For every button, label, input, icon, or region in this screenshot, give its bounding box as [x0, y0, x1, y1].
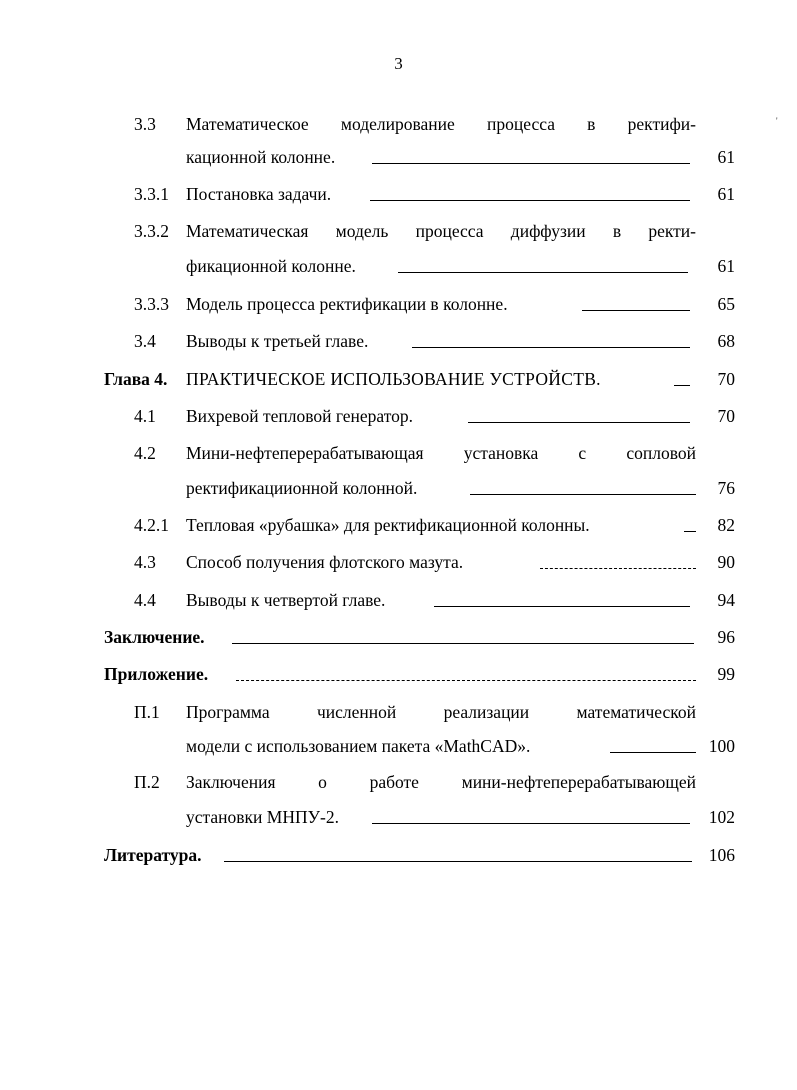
- toc-references: [0, 840, 797, 870]
- toc-title: Литература.: [104, 845, 202, 865]
- toc-entry-4-3: [0, 547, 797, 577]
- toc-page: 94: [717, 590, 735, 610]
- toc-number: 3.3.2: [134, 221, 169, 241]
- dot-leader: [582, 310, 690, 311]
- toc-appendix: [0, 659, 797, 689]
- toc-number: 4.1: [134, 406, 156, 426]
- toc-entry-3-4: [0, 326, 797, 356]
- toc-title-line: Заключения о работе мини-нефтеперерабатывающей: [186, 772, 696, 792]
- dot-leader: [398, 272, 688, 273]
- dot-leader: [470, 494, 696, 495]
- toc-entry-p2-cont: [0, 802, 797, 832]
- toc-number: 3.3: [134, 114, 156, 134]
- toc-title: Тепловая «рубашка» для ректификационной колонны.: [186, 515, 590, 535]
- toc-entry-3-3-2: [0, 216, 797, 246]
- dot-leader: [468, 422, 690, 423]
- toc-number: 4.4: [134, 590, 156, 610]
- dot-leader: [224, 861, 692, 862]
- toc-entry-3-3-cont: [0, 142, 797, 172]
- toc-conclusion: [0, 622, 797, 652]
- toc-entry-3-3: [0, 109, 797, 139]
- toc-title: Приложение.: [104, 664, 209, 684]
- toc-page: 65: [717, 294, 735, 314]
- dot-leader: [434, 606, 690, 607]
- dot-leader: [370, 200, 690, 201]
- toc-page: 61: [717, 147, 735, 167]
- toc-number: П.1: [134, 702, 160, 722]
- toc-title: Вихревой тепловой генератор.: [186, 406, 414, 426]
- toc-page: 90: [717, 552, 735, 572]
- toc-page: 70: [717, 369, 735, 389]
- toc-title: Выводы к четвертой главе.: [186, 590, 386, 610]
- toc-chapter-4: [0, 364, 797, 394]
- toc-entry-p1: [0, 697, 797, 727]
- toc-number: 3.4: [134, 331, 156, 351]
- toc-title-line: Мини-нефтеперерабатывающая установка с сопловой: [186, 443, 696, 463]
- toc-page: 106: [708, 845, 735, 865]
- toc-entry-3-3-2-cont: [0, 251, 797, 281]
- dot-leader: [540, 568, 696, 569]
- toc-page: 68: [717, 331, 735, 351]
- toc-title-line: Программа численной реализации математической: [186, 702, 696, 722]
- dot-leader: [684, 531, 696, 532]
- toc-number: П.2: [134, 772, 160, 792]
- toc-entry-4-2: [0, 438, 797, 468]
- toc-title-line: ректификациионной колонной.: [186, 478, 418, 498]
- toc-entry-4-2-1: [0, 510, 797, 540]
- toc-entry-3-3-3: [0, 289, 797, 319]
- page-number: 3: [394, 54, 403, 73]
- toc-number: 4.3: [134, 552, 156, 572]
- toc-number: 3.3.1: [134, 184, 169, 204]
- toc-title-line: модели с использованием пакета «MathCAD».: [186, 736, 531, 756]
- toc-title-line: Математическая модель процесса диффузии в ректи-: [186, 221, 696, 241]
- toc-number: 4.2: [134, 443, 156, 463]
- toc-entry-4-1: [0, 401, 797, 431]
- dot-leader: [372, 823, 690, 824]
- toc-entry-p2: [0, 767, 797, 797]
- toc-page: 100: [708, 736, 735, 756]
- toc-title: Постановка задачи.: [186, 184, 332, 204]
- toc-page: 82: [717, 515, 735, 535]
- toc-title: Выводы к третьей главе.: [186, 331, 369, 351]
- toc-number: 4.2.1: [134, 515, 169, 535]
- toc-page: 70: [717, 406, 735, 426]
- dot-leader: [412, 347, 690, 348]
- toc-page: 61: [717, 256, 735, 276]
- toc-page: 102: [708, 807, 735, 827]
- dot-leader: [232, 643, 694, 644]
- toc-entry-4-4: [0, 585, 797, 615]
- toc-title: Модель процесса ректификации в колонне.: [186, 294, 508, 314]
- dot-leader: [372, 163, 690, 164]
- toc-title-line: фикационной колонне.: [186, 256, 356, 276]
- toc-title-line: установки МНПУ-2.: [186, 807, 339, 827]
- toc-entry-4-2-cont: [0, 473, 797, 503]
- dot-leader: [236, 680, 696, 681]
- toc-page: 99: [717, 664, 735, 684]
- toc-title: Способ получения флотского мазута.: [186, 552, 464, 572]
- toc-page: 61: [717, 184, 735, 204]
- toc-title-line: Математическое моделирование процесса в ректифи-: [186, 114, 696, 134]
- toc-entry-3-3-1: [0, 179, 797, 209]
- dot-leader: [610, 752, 696, 753]
- toc-title-line: кационной колонне.: [186, 147, 336, 167]
- chapter-title: ПРАКТИЧЕСКОЕ ИСПОЛЬЗОВАНИЕ УСТРОЙСТВ.: [186, 369, 601, 389]
- toc-page: 96: [717, 627, 735, 647]
- chapter-label: Глава 4.: [104, 369, 168, 389]
- toc-entry-p1-cont: [0, 731, 797, 761]
- toc-page: 76: [717, 478, 735, 498]
- toc-title: Заключение.: [104, 627, 205, 647]
- toc-number: 3.3.3: [134, 294, 169, 314]
- scan-mark: ': [776, 116, 778, 126]
- dot-leader: [674, 385, 690, 386]
